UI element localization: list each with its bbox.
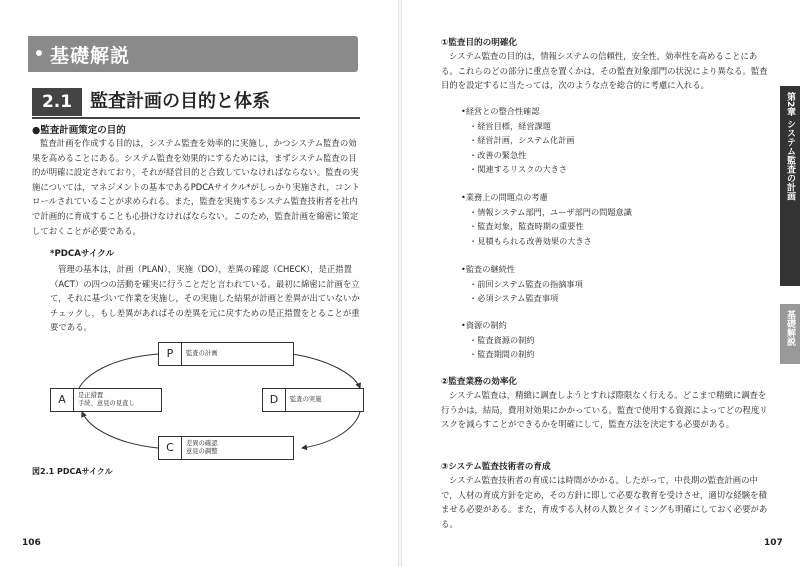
heading-training: ③システム監査技術者の育成 [441,462,551,472]
act-box [50,388,162,412]
check-box [158,436,294,460]
list-title: •監査の継続性 [461,264,515,274]
paragraph-pdca: 管理の基本は，計画（PLAN），実施（DO），差異の確認（CHECK），是正措置（ACT）の四つの活動を確実に行うことだと言われている。最初に綿密に計画を立て，それに基づいて作業を実施し，その実施した結果が計画と差異が出ていないかチェックし，もし差異があればその差異を元に戻すための是正措置をとることが重要である。 [50,264,360,333]
list-item: ・情報システム部門，ユーザ部門の問題意識 [469,206,632,217]
list-title: •資源の制約 [461,320,507,330]
do-box [262,388,364,412]
plan-label: 監査の計画 [186,350,218,357]
check-label-2: 意見の調整 [186,448,218,455]
arrow-a-to-p [78,354,158,390]
section-rule [32,117,360,119]
act-label-1: 是正措置 [78,392,104,399]
paragraph-efficiency: システム監査は，精緻に調査しようとすれば際限なく行える。どこまで精緻に調査を行うかは，結局，費用対効果にかかっている。監査で使用する資源によってどの程度リスクを減らすことができるかを明確にして，監査方法を決定する必要がある。 [441,390,768,430]
heading-objective: ①監査目的の明確化 [441,38,518,48]
page-number-right: 107 [764,538,783,548]
section-heading [32,88,360,116]
list-item: ・関連するリスクの大きさ [469,164,568,175]
arrow-c-to-a [82,412,158,448]
list-group-4 [461,318,535,362]
act-letter: A [51,389,74,411]
list-group-1 [461,104,575,177]
do-label: 監査の実施 [290,396,322,403]
pdca-diagram [40,340,370,462]
page-number-left: 106 [22,538,41,548]
check-letter: C [159,437,182,459]
list-group-3 [461,262,583,306]
subheading: ●監査計画策定の目的 [32,125,126,136]
list-group-2 [461,190,632,248]
figure-caption: 図2.1 PDCAサイクル [32,467,113,476]
paragraph-purpose: 監査計画を作成する目的は，システム監査を効率的に実施し，かつシステム監査の効果を高めることにある。システム監査を効果的にするためには，まずシステム監査の目的が明確に設定されており，それが経営目的と合致していなければならない。監査の実施については，マネジメントの基本であるPDCAサイクル*がしっかり実施され，コントロールされていることが求められる。また，監査を実施するシステム監査技術者を社内で計画的に育成することも心掛けなければならない。このため，監査計画を綿密に策定しておくことが必要である。 [32,138,360,236]
list-item: ・監査資源の制約 [469,334,535,345]
list-item: ・経営計画，システム化計画 [469,135,575,146]
plan-letter: P [159,343,182,365]
chapter-tab-label: 第2章 システム監査の計画 [785,92,795,201]
section-title: 監査計画の目的と体系 [90,91,270,112]
arrow-d-to-c [302,412,360,448]
bullet-dot-icon [36,50,42,56]
list-item: ・改善の緊急性 [469,149,527,160]
section-number: 2.1 [32,88,82,116]
arrow-p-to-d [292,354,360,388]
chapter-title: 基礎解説 [50,45,131,67]
plan-box [158,342,294,366]
list-title: •業務上の問題点の考慮 [461,192,548,202]
chapter-banner [28,36,358,72]
check-label-1: 差異の確認 [186,440,218,447]
pdca-heading: *PDCAサイクル [50,249,115,259]
list-item: ・経営目標，経営課題 [469,120,551,131]
section-tab-label: 基礎解説 [785,310,795,346]
paragraph-training: システム監査技術者の育成には時間がかかる。したがって，中長期の監査計画の中で，人材の育成方針を定め，その方針に即して必要な教育を受けさせ，適切な経験を積ませる必要がある。また，育成する人材の人数とタイミングも明確にしておく必要がある。 [441,475,768,529]
do-letter: D [263,389,286,411]
list-item: ・監査期間の制約 [469,349,535,360]
list-item: ・必須システム監査事項 [469,293,559,304]
list-title: •経営との整合性確認 [461,106,540,116]
act-label-2: 手続、意見の見直し [78,400,135,407]
chapter-tab [780,86,800,286]
list-item: ・前回システム監査の指摘事項 [469,278,583,289]
section-tab [780,304,800,364]
heading-efficiency: ②監査業務の効率化 [441,377,518,387]
list-item: ・見積もられる改善効果の大きさ [469,235,592,246]
book-spine [398,0,402,567]
list-item: ・監査対象，監査時期の重要性 [469,221,584,232]
paragraph-objective: システム監査の目的は，情報システムの信頼性，安全性，効率性を高めることにある。これらのどの部分に重点を置くかは，その監査対象部門の状況により異なる。監査目的を設定するに当たっては，次のような点を総合的に考慮に入れる。 [441,51,768,91]
